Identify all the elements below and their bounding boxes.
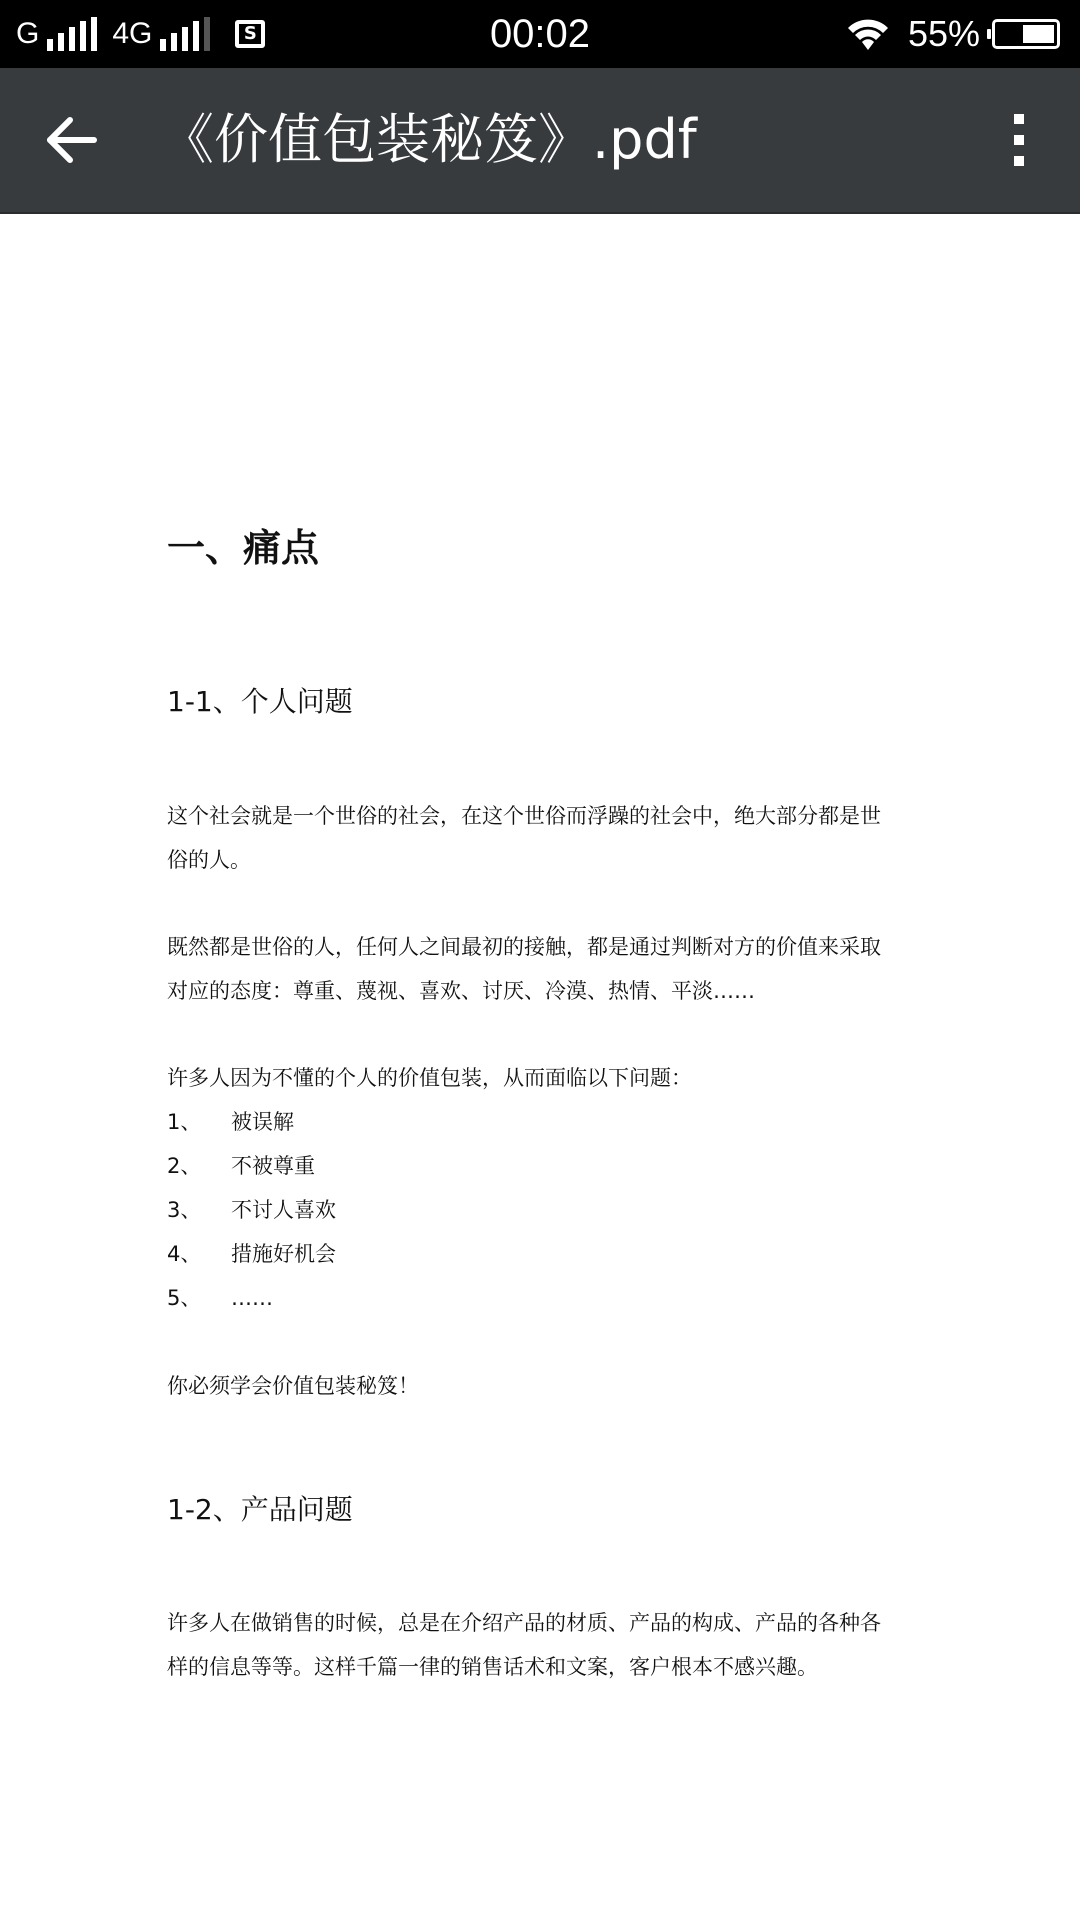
section-title-2: 1-2、产品问题: [167, 1493, 353, 1526]
list-text: ……: [231, 1286, 273, 1310]
battery-level-fill: [1023, 25, 1054, 43]
carrier-label-2: 4G: [112, 17, 153, 50]
status-bar: [0, 0, 1080, 68]
list-item: [167, 1100, 294, 1144]
list-number: 1、: [167, 1110, 202, 1134]
screenshot-sim-icon: S: [235, 20, 265, 48]
more-vert-icon: [1012, 112, 1028, 168]
list-text: 措施好机会: [231, 1242, 336, 1266]
app-bar: [0, 68, 1080, 214]
clock: 00:02: [489, 12, 591, 56]
list-text: 被误解: [231, 1110, 294, 1134]
paragraph-line: 俗的人。: [167, 848, 251, 872]
list-text: 不被尊重: [231, 1154, 315, 1178]
status-right: [846, 0, 1060, 68]
list-item: [167, 1144, 315, 1188]
section-title-1: 1-1、个人问题: [167, 685, 353, 718]
battery-percent: 55%: [907, 13, 980, 54]
paragraph-line: 对应的态度：尊重、蔑视、喜欢、讨厌、冷漠、热情、平淡……: [167, 979, 755, 1003]
arrow-left-icon: [46, 116, 98, 164]
battery-icon: [992, 19, 1060, 49]
list-item: [167, 1188, 336, 1232]
list-item: [167, 1276, 273, 1320]
list-number: 2、: [167, 1154, 202, 1178]
list-number: 4、: [167, 1242, 202, 1266]
paragraph-line: 许多人在做销售的时候，总是在介绍产品的材质、产品的构成、产品的各种各: [167, 1611, 881, 1635]
paragraph-line: 既然都是世俗的人，任何人之间最初的接触，都是通过判断对方的价值来采取: [167, 935, 881, 959]
carrier-label-1: G: [16, 17, 40, 50]
list-number: 5、: [167, 1286, 202, 1310]
paragraph-line: 这个社会就是一个世俗的社会，在这个世俗而浮躁的社会中，绝大部分都是世: [167, 804, 881, 828]
list-text: 不讨人喜欢: [231, 1198, 336, 1222]
more-options-button[interactable]: [990, 104, 1050, 176]
page-heading: 一、痛点: [167, 526, 320, 570]
paragraph-line: 你必须学会价值包装秘笈！: [167, 1374, 419, 1398]
back-button[interactable]: [30, 104, 114, 176]
paragraph-line: 许多人因为不懂的个人的价值包装，从而面临以下问题：: [167, 1066, 692, 1090]
list-number: 3、: [167, 1198, 202, 1222]
paragraph-line: 样的信息等等。这样千篇一律的销售话术和文案，客户根本不感兴趣。: [167, 1655, 818, 1679]
wifi-icon: [846, 14, 890, 54]
list-item: [167, 1232, 336, 1276]
document-title: 《价值包装秘笈》.pdf: [160, 108, 697, 171]
